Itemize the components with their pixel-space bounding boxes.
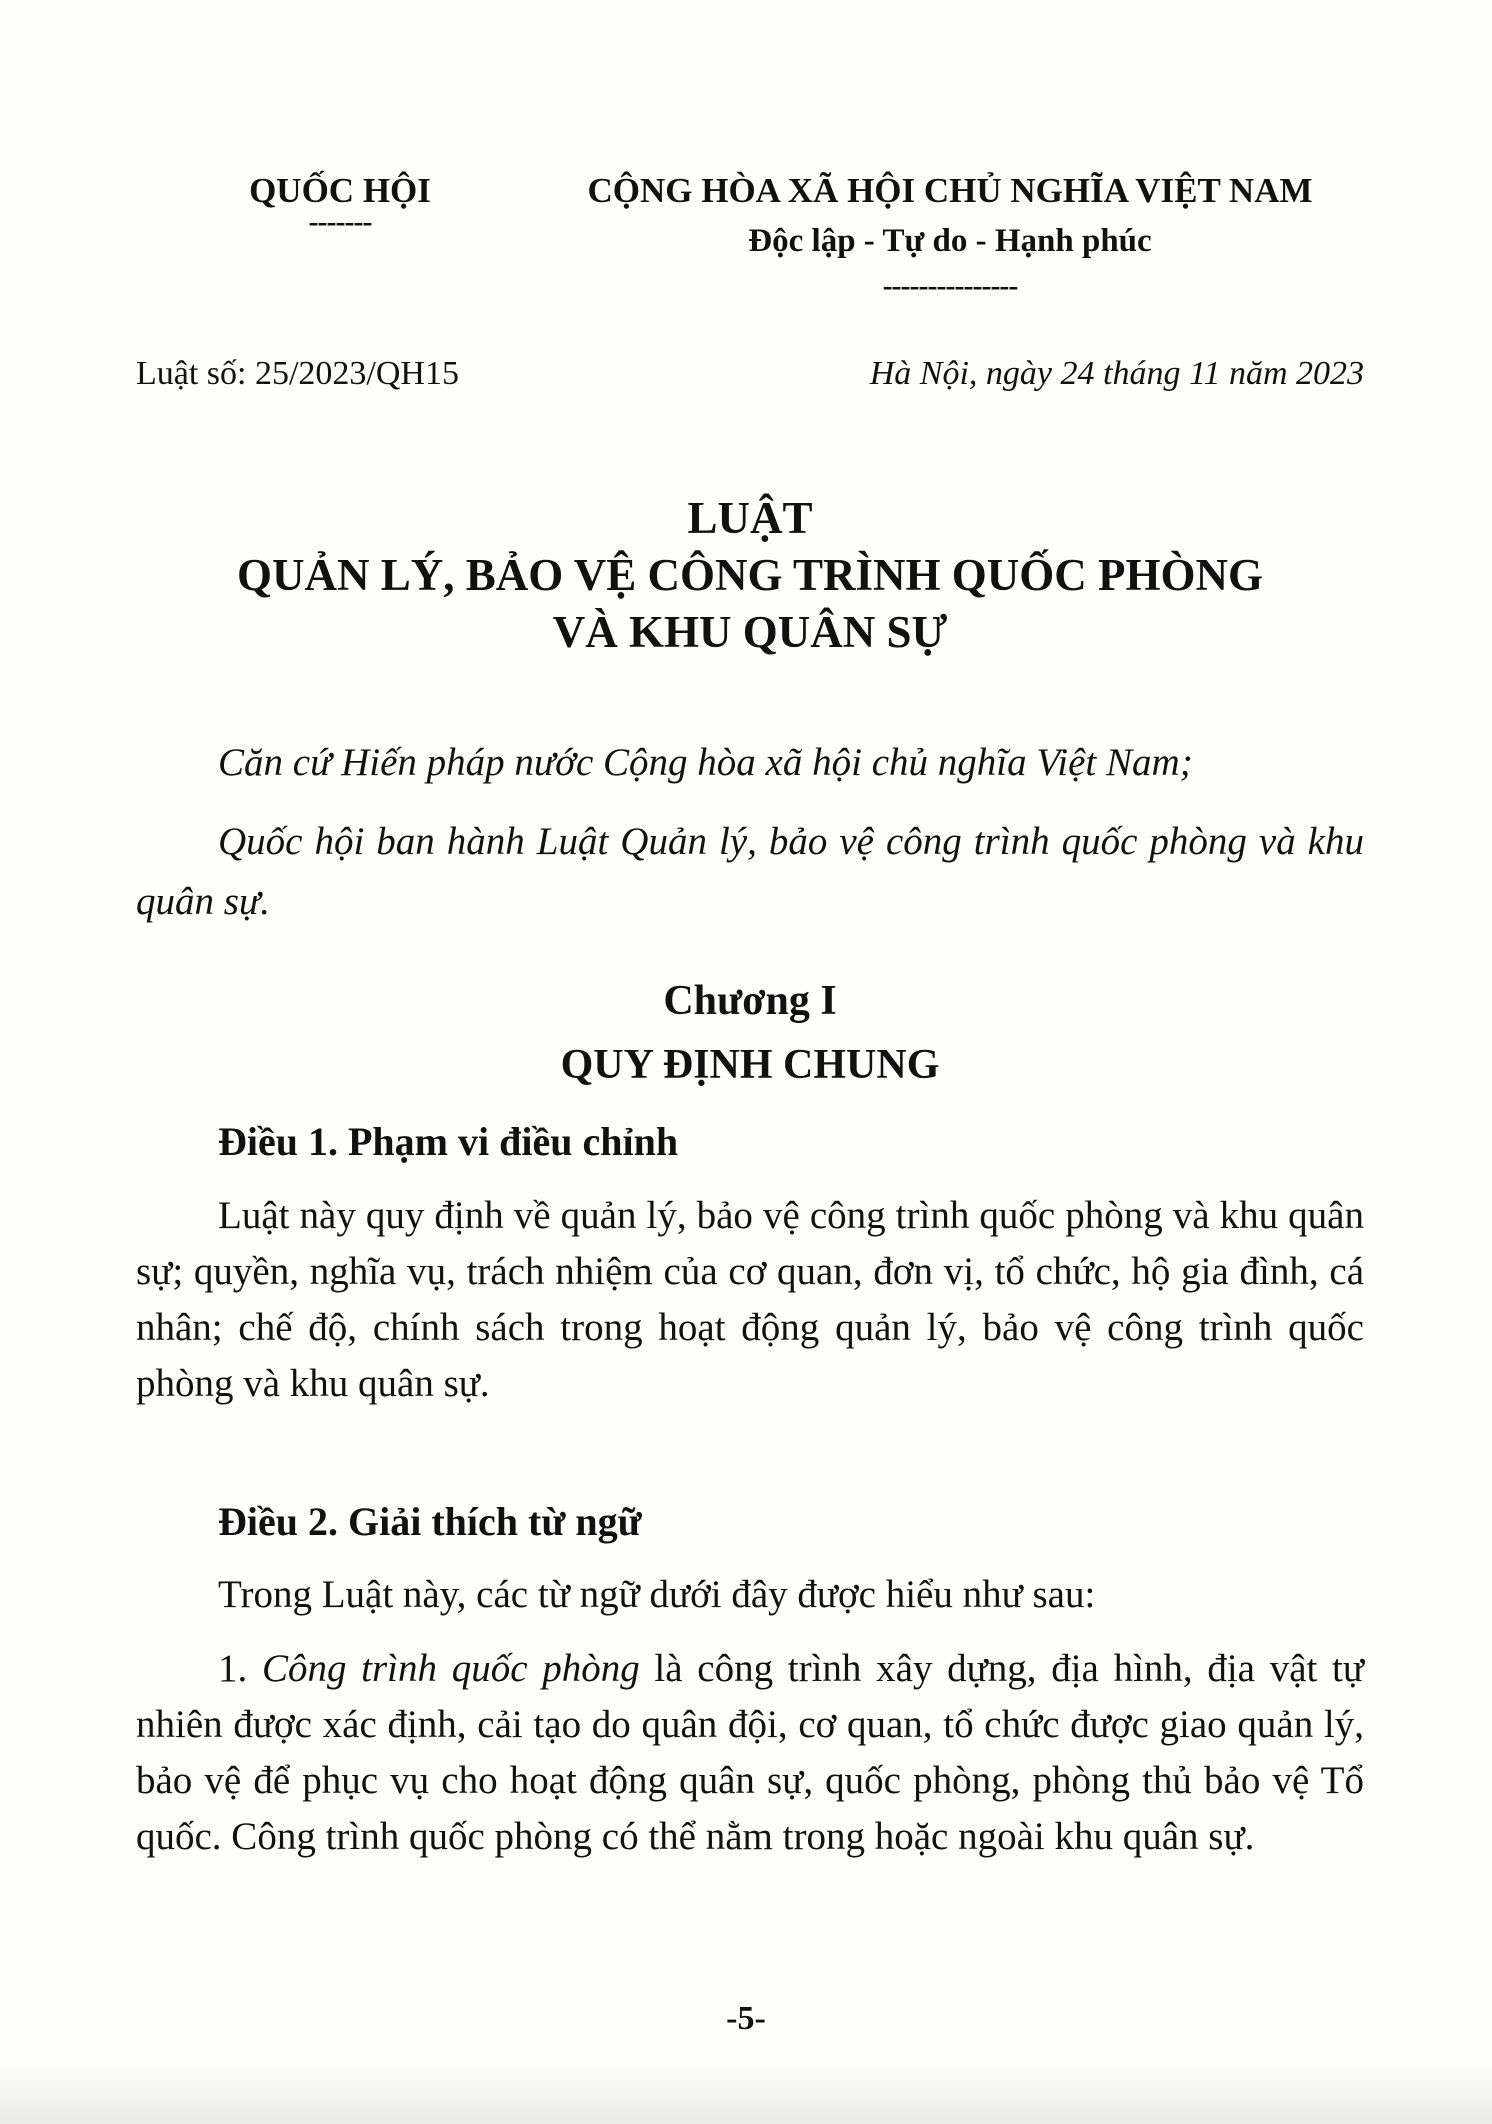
article-2-heading: Điều 2. Giải thích từ ngữ <box>218 1499 642 1544</box>
national-motto: Độc lập - Tự do - Hạnh phúc <box>748 223 1152 259</box>
article-2-item-1 <box>136 1641 1364 1865</box>
chapter-number: Chương I <box>663 978 837 1024</box>
chapter-name: QUY ĐỊNH CHUNG <box>560 1042 940 1088</box>
header-left <box>190 170 490 238</box>
page-edge-shadow <box>0 2064 1492 2124</box>
title-line-3: VÀ KHU QUÂN SỰ <box>552 607 948 657</box>
law-title <box>136 490 1364 661</box>
header-left-divider: ------- <box>308 205 372 238</box>
issuing-body: QUỐC HỘI <box>249 171 431 210</box>
item-1-term: Công trình quốc phòng <box>261 1647 640 1690</box>
preamble-basis: Căn cứ Hiến pháp nước Cộng hòa xã hội chủ nghĩa Việt Nam; <box>218 741 1193 784</box>
article-1-text: Luật này quy định về quản lý, bảo vệ công trình quốc phòng và khu quân sự; quyền, nghĩa vụ, trách nhiệm của cơ quan, đơn vị, tổ chức, hộ gia đình, cá nhân; chế độ, chính sách trong hoạt động quản lý, bảo vệ công trình quốc phòng và khu quân sự. <box>136 1194 1364 1405</box>
header-right-divider: --------------- <box>882 269 1018 302</box>
title-line-1: LUẬT <box>687 493 813 543</box>
article-1-heading: Điều 1. Phạm vi điều chỉnh <box>218 1119 679 1164</box>
law-number: Luật số: 25/2023/QH15 <box>136 355 459 392</box>
preamble-enactment: Quốc hội ban hành Luật Quản lý, bảo vệ công trình quốc phòng và khu quân sự. <box>136 820 1364 923</box>
country-name: CỘNG HÒA XÃ HỘI CHỦ NGHĨA VIỆT NAM <box>587 171 1313 210</box>
item-1-number: 1. <box>218 1647 248 1690</box>
place-and-date: Hà Nội, ngày 24 tháng 11 năm 2023 <box>869 355 1364 392</box>
header-right <box>520 170 1380 302</box>
item-1-definition: là công trình xây dựng, địa hình, địa vật tự nhiên được xác định, cải tạo do quân đội, cơ quan, tổ chức được giao quản lý, bảo vệ để phục vụ cho hoạt động quân sự, quốc phòng, phòng thủ bảo vệ Tổ quốc. Công trình quốc phòng có thể nằm trong hoặc ngoài khu quân sự. <box>136 1647 1365 1858</box>
article-2-intro: Trong Luật này, các từ ngữ dưới đây được hiểu như sau: <box>218 1573 1096 1616</box>
page-number: -5- <box>726 2000 766 2037</box>
title-line-2: QUẢN LÝ, BẢO VỆ CÔNG TRÌNH QUỐC PHÒNG <box>237 550 1263 600</box>
